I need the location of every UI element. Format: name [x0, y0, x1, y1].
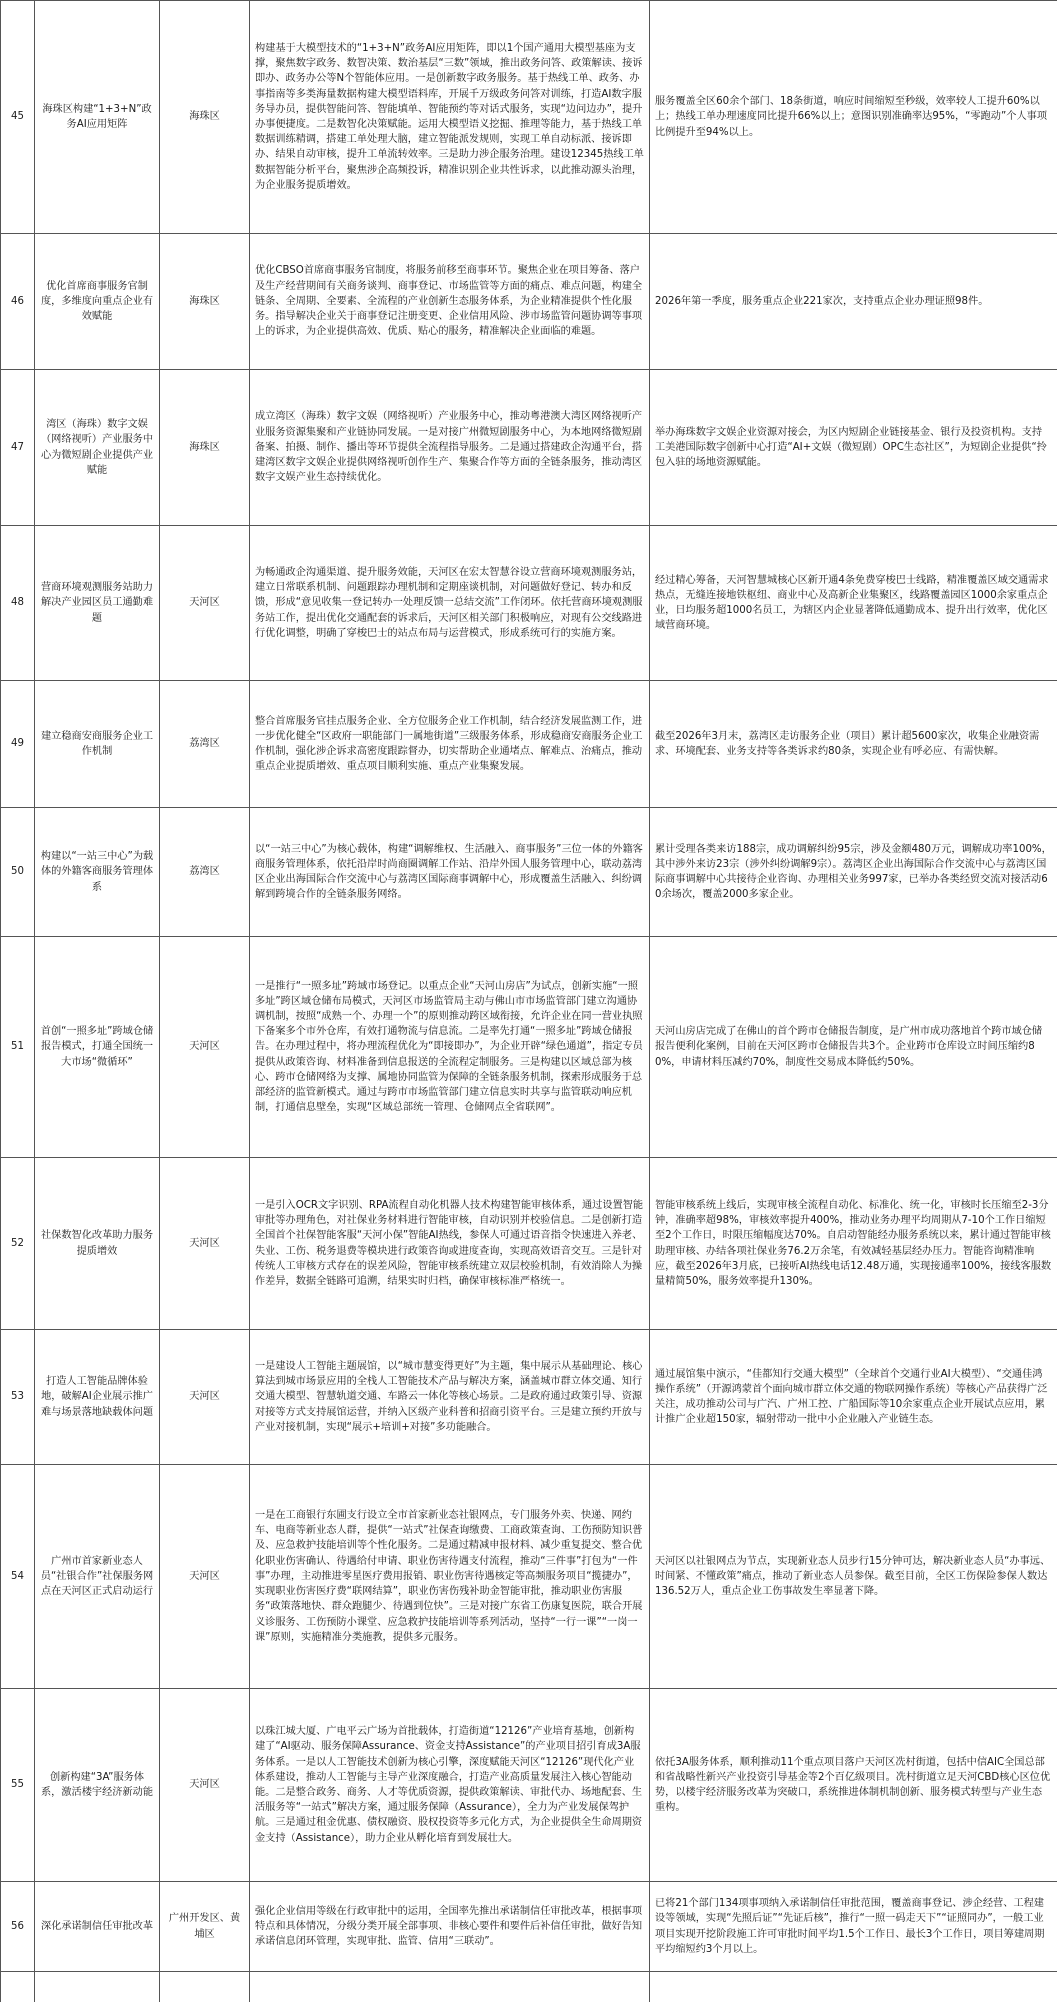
case-result: 举办海珠数字文娱企业资源对接会，为区内短剧企业链接基金、银行及投资机构。支持工美港国际数字创新中心打造“AI+文娱（微短剧）OPC生态社区”，为短剧企业提供“拎包入驻的场地资源赋能。 — [650, 370, 1057, 526]
case-name: 营商环境观测服务站助力解决产业园区员工通勤难题 — [35, 526, 160, 681]
table-row — [1, 1330, 1057, 1465]
case-result: 天河区以社银网点为节点，实现新业态人员步行15分钟可达，解决新业态人员“办事远、时间紧、不懂政策”痛点，推动了新业态人员参保。截至目前，全区工伤保险参保人数达136.52万人，重点企业工伤事故发生率显著下降。 — [650, 1465, 1057, 1689]
row-number: 50 — [1, 808, 35, 937]
case-description: 整合首席服务官挂点服务企业、全方位服务企业工作机制，结合经济发展监测工作，进一步优化健全“区政府一职能部门一属地街道”三级服务体系，形成稳商安商服务企业工作机制，强化涉企诉求高密度跟踪督办，切实帮助企业通堵点、解难点、治痛点，推动重点企业提质增效、重点项目顺利实施、重点产业集聚发展。 — [250, 681, 650, 808]
row-number: 55 — [1, 1689, 35, 1882]
row-number: 53 — [1, 1330, 35, 1465]
district: 天河区 — [160, 937, 250, 1158]
case-result: 累计受理各类来访188宗，成功调解纠纷95宗，涉及金额480万元，调解成功率100%，其中涉外来访23宗（涉外纠纷调解9宗）。荔湾区企业出海国际合作交流中心与荔湾区国际商事调解中心共接待企业咨询、办理相关业务997家，已举办各类经贸交流对接活动60余场次，覆盖2000多家企业。 — [650, 808, 1057, 937]
district: 海珠区 — [160, 1, 250, 234]
table-row — [1, 526, 1057, 681]
table-row — [1, 1, 1057, 234]
district: 海珠区 — [160, 370, 250, 526]
case-name: 广州市首家新业态人员“社银合作”社保服务网点在天河区正式启动运行 — [35, 1465, 160, 1689]
row-number: 47 — [1, 370, 35, 526]
empty-cell — [650, 1972, 1057, 2002]
empty-cell — [250, 1972, 650, 2002]
case-name: 构建以“一站三中心”为载体的外籍客商服务管理体系 — [35, 808, 160, 937]
row-number: 52 — [1, 1158, 35, 1330]
district: 天河区 — [160, 1330, 250, 1465]
district: 天河区 — [160, 1465, 250, 1689]
case-description: 成立湾区（海珠）数字文娱（网络视听）产业服务中心，推动粤港澳大湾区网络视听产业服务资源集聚和产业链协同发展。一是对接广州微短剧服务中心，为本地网络微短剧备案、拍摄、制作、播出等环节提供全流程指导服务。二是通过搭建政企沟通平台，搭建湾区数字文娱企业提供网络视听创作生产、集聚合作等方面的全链条服务，推动湾区数字文娱产业生态持续优化。 — [250, 370, 650, 526]
table-row — [1, 1465, 1057, 1689]
case-result: 已将21个部门134项事项纳入承诺制信任审批范围，覆盖商事登记、涉企经营、工程建设等领域，实现“先照后证”“先证后核”，推行“一照一码走天下”“证照同办”，一般工业项目实现开挖阶段施工许可审批时间平均1.5个工作日、最长3个工作日，项目筹建周期平均缩短约3个月以上。 — [650, 1882, 1057, 1972]
empty-cell — [1, 1972, 35, 2002]
empty-cell — [35, 1972, 160, 2002]
row-number: 45 — [1, 1, 35, 234]
case-result: 天河山房店完成了在佛山的首个跨市仓储报告制度，是广州市成功落地首个跨市域仓储报告便利化案例，目前在天河区跨市仓储报告共3个。企业跨市仓库设立时间压缩约80%，申请材料压减约70%，制度性交易成本降低约50%。 — [650, 937, 1057, 1158]
table-row — [1, 1689, 1057, 1882]
case-description: 以“一站三中心”为核心载体，构建“调解维权、生活融入、商事服务”三位一体的外籍客商服务管理体系，依托沿岸时尚商圈调解工作站、沿岸外国人服务管理中心，联动荔湾区企业出海国际合作交流中心与荔湾区国际商事调解中心，形成覆盖生活融入、纠纷调解到跨境合作的全链条服务网络。 — [250, 808, 650, 937]
district: 天河区 — [160, 526, 250, 681]
case-result: 经过精心筹备，天河智慧城核心区新开通4条免费穿梭巴士线路，精准覆盖区域交通需求热点，无缝连接地铁枢纽、商业中心及高新企业集聚区，线路覆盖园区1000余家重点企业，日均服务超1000名员工，为辖区内企业显著降低通勤成本、提升出行效率，优化区域营商环境。 — [650, 526, 1057, 681]
case-name: 打造人工智能品牌体验地，破解AI企业展示推广难与场景落地缺载体问题 — [35, 1330, 160, 1465]
case-result: 服务覆盖全区60余个部门、18条街道，响应时间缩短至秒级，效率较人工提升60%以上；热线工单办理速度同比提升66%以上；意图识别准确率达95%，“零跑动”个人事项比例提升至94%以上。 — [650, 1, 1057, 234]
case-description: 一是建设人工智能主题展馆，以“城市慧变得更好”为主题，集中展示从基础理论、核心算法到城市场景应用的全栈人工智能技术产品与解决方案，涵盖城市群立体交通、知行交通大模型、智慧轨道交通、车路云一体化等核心场景。二是政府通过政策引导、资源对接等方式支持展馆运营，并纳入区级产业科普和招商引资平台。三是建立预约开放与产业对接机制，实现“展示+培训+对接”多功能融合。 — [250, 1330, 650, 1465]
district: 天河区 — [160, 1158, 250, 1330]
row-number: 48 — [1, 526, 35, 681]
table-row — [1, 1158, 1057, 1330]
row-number: 56 — [1, 1882, 35, 1972]
district: 海珠区 — [160, 234, 250, 370]
table-row — [1, 808, 1057, 937]
row-number: 49 — [1, 681, 35, 808]
case-description: 一是推行“一照多址”跨域市场登记。以重点企业“天河山房店”为试点，创新实施“一照多址”跨区域仓储布局模式，天河区市场监管局主动与佛山市市场监管部门建立沟通协调机制，按照“成熟一个、办理一个”的原则推动跨区域衔接，允许企业在同一营业执照下备案多个市外仓库，有效打通物流与信息流。二是率先打通“一照多址”跨域仓储报告。在办理过程中，将办理流程优化为“即接即办”，为企业开辟“绿色通道”，指定专员提供从政策咨询、材料准备到信息报送的全流程定制服务。三是构建以区域总部为核心、跨市仓储网络为支撑、属地协同监管为保障的全链条服务机制，探索形成服务于总部经济的监管新模式。通过与跨市市场监管部门建立信息实时共享与监管联动响应机制，打通信息壁垒，实现“区域总部统一管理、仓储网点全省联网”。 — [250, 937, 650, 1158]
case-name: 首创“一照多址”跨域仓储报告模式，打通全国统一大市场“微循环” — [35, 937, 160, 1158]
district: 荔湾区 — [160, 808, 250, 937]
case-name: 深化承诺制信任审批改革 — [35, 1882, 160, 1972]
district: 广州开发区、黄埔区 — [160, 1882, 250, 1972]
case-description: 强化企业信用等级在行政审批中的运用，全国率先推出承诺制信任审批改革，根据事项特点和具体情况，分级分类开展全部事项、非核心要件和要件后补信任审批，做好告知承诺信息闭环管理，实现审批、监管、信用“三联动”。 — [250, 1882, 650, 1972]
case-name: 优化首席商事服务官制度，多维度向重点企业有效赋能 — [35, 234, 160, 370]
table-row — [1, 681, 1057, 808]
table-row — [1, 234, 1057, 370]
case-description: 一是引入OCR文字识别、RPA流程自动化机器人技术构建智能审核体系，通过设置智能审批等办理角色，对社保业务材料进行智能审核，自动识别并校验信息。二是创新打造全国首个社保智能客服“天河小保”智能AI热线，参保人可通过语音指令快速进入养老、失业、工伤、税务退费等模块进行政策咨询或进度查询，实现高效语音交互。三是针对传统人工审核方式存在的误差风险，智能审核系统建立双层校验机制，有效消除人为操作差异，数据全链路可追溯，结果实时归档，确保审核标准严格统一。 — [250, 1158, 650, 1330]
case-name: 海珠区构建“1+3+N”政务AI应用矩阵 — [35, 1, 160, 234]
case-name: 湾区（海珠）数字文娱（网络视听）产业服务中心为微短剧企业提供产业赋能 — [35, 370, 160, 526]
case-name: 建立稳商安商服务企业工作机制 — [35, 681, 160, 808]
case-name: 社保数智化改革助力服务提质增效 — [35, 1158, 160, 1330]
district: 荔湾区 — [160, 681, 250, 808]
case-description: 一是在工商银行东圃支行设立全市首家新业态社银网点，专门服务外卖、快递、网约车、电商等新业态人群，提供“一站式”社保查询缴费、工商政策查询、工伤预防知识普及、应急救护技能培训等个性化服务。二是通过精减申报材料、减少重复提交、整合优化职业伤害确认、待遇给付申请、职业伤害待遇支付流程，推动“三件事”打包为“一件事”办理，主动推进零星医疗费用报销、职业伤害待遇核定等高频服务项目“揽捷办”，实现职业伤害医疗费“联网结算”，职业伤害伤残补助金智能审批，推动职业伤害服务“政策落地快、群众跑腿少、待遇到位快”。三是对接广东省工伤康复医院，联合开展义诊服务、工伤预防小课堂、应急救护技能培训等系列活动，坚持“一行一课”“一岗一课”原则，实施精准分类施教，提供多元服务。 — [250, 1465, 650, 1689]
table-row — [1, 370, 1057, 526]
case-result: 通过展馆集中演示，“佳都知行交通大模型”（全球首个交通行业AI大模型）、“交通佳鸿操作系统”（开源鸿蒙首个面向城市群立体交通的物联网操作系统）等核心产品获得广泛关注，成功推动公司与广汽、广州工控、广船国际等10余家重点企业开展试点应用，累计推广企业超150家，辐射带动一批中小企业融入产业链生态。 — [650, 1330, 1057, 1465]
table-row — [1, 1882, 1057, 1972]
empty-cell — [160, 1972, 250, 2002]
case-description: 为畅通政企沟通渠道、提升服务效能，天河区在宏太智慧谷设立营商环境观测服务站，建立日常联系机制、问题跟踪办理机制和定期座谈机制，对问题做好登记、转办和反馈，形成“意见收集一登记转办一处理反馈一总结交流”工作闭环。依托营商环境观测服务站工作，提出优化交通配套的诉求后，天河区相关部门积极响应，对现有公交线路进行优化调整，明确了穿梭巴士的站点布局与运营模式，形成系统可行的实施方案。 — [250, 526, 650, 681]
row-number: 54 — [1, 1465, 35, 1689]
district: 天河区 — [160, 1689, 250, 1882]
row-number: 51 — [1, 937, 35, 1158]
case-result: 智能审核系统上线后，实现审核全流程自动化、标准化、统一化，审核时长压缩至2-3分钟，准确率超98%，审核效率提升400%，推动业务办理平均周期从7-10个工作日缩短至2个工作日，时限压缩幅度达70%。自启动智能经办服务系统以来，累计通过智能审核助理审核、办结各项社保业务76.2万余笔，有效减轻基层经办压力。智能咨询精准响应，截至2026年3月底，已接听AI热线电话12.48万通，实现接通率100%，接线客服数量精简50%，服务效率提升130%。 — [650, 1158, 1057, 1330]
row-number: 46 — [1, 234, 35, 370]
case-result: 2026年第一季度，服务重点企业221家次，支持重点企业办理证照98件。 — [650, 234, 1057, 370]
case-result: 截至2026年3月末，荔湾区走访服务企业（项目）累计超5600家次，收集企业融资需求、环境配套、业务支持等各类诉求约80条，实现企业有呼必应、有需快解。 — [650, 681, 1057, 808]
case-description: 构建基于大模型技术的“1+3+N”政务AI应用矩阵，即以1个国产通用大模型基座为支撑，聚焦数字政务、数智决策、数治基层“三数”领域，推出政务问答、政策解读、接诉即办、政务办公等N个智能体应用。一是创新数字政务服务。基于热线工单、政务、办事指南等多类海量数据构建大模型语料库，开展千万级政务问答对训练，打造AI数字服务导办员，提供智能问答、智能填单、智能预约等对话式服务，实现“边问边办”，提升办事便捷度。二是数智化决策赋能。运用大模型语义挖掘、推理等能力，基于热线工单数据训练精调，搭建工单处理大脑，建立智能派发规则，实现工单自动标派、接诉即办、结果自动审核，提升工单流转效率。三是助力涉企服务治理。建设12345热线工单数据智能分析平台，聚焦涉企高频投诉，精准识别企业共性诉求，以此推动源头治理，为企业服务提质增效。 — [250, 1, 650, 234]
case-description: 优化CBSO首席商事服务官制度，将服务前移至商事环节。聚焦企业在项目筹备、落户及生产经营期间有关商务谈判、商事登记、市场监管等方面的痛点、难点问题，构建全链条、全周期、全要素、全流程的产业创新生态服务体系，为企业精准提供个性化服务。指导解决企业关于商事登记注册变更、企业信用风险、涉市场监管问题协调等事项上的诉求，为企业提供高效、优质、贴心的服务，精准解决企业面临的难题。 — [250, 234, 650, 370]
table-row-partial — [1, 1972, 1057, 2002]
table-row — [1, 937, 1057, 1158]
case-result: 依托3A服务体系，顺利推动11个重点项目落户天河区冼村街道，包括中信AIC全国总部和省战略性新兴产业投资引导基金等2个百亿级项目。冼村街道立足天河CBD核心区位优势，以楼宇经济服务改革为突破口，系统推进体制机制创新、服务模式转型与产业生态重构。 — [650, 1689, 1057, 1882]
case-description: 以珠江城大厦、广电平云广场为首批载体，打造街道“12126”产业培育基地，创新构建了“AI驱动、服务保障Assurance、资金支持Assistance”的产业项目招引育成3A服务体系。一是以人工智能技术创新为核心引擎，深度赋能天河区“12126”现代化产业体系建设，推动人工智能与主导产业深度融合，打造产业高质量发展注入核心智能动能。二是整合政务、商务、人才等优质资源，提供政策解读、审批代办、场地配套、生活服务等“一站式”解决方案，通过服务保障（Assurance），全力为产业发展保驾护航。三是通过租金优惠、债权融资、股权投资等多元化方式，为企业提供全生命周期资金支持（Assistance），助力企业从孵化培育到发展壮大。 — [250, 1689, 650, 1882]
case-name: 创新构建“3A”服务体系，激活楼宇经济新动能 — [35, 1689, 160, 1882]
